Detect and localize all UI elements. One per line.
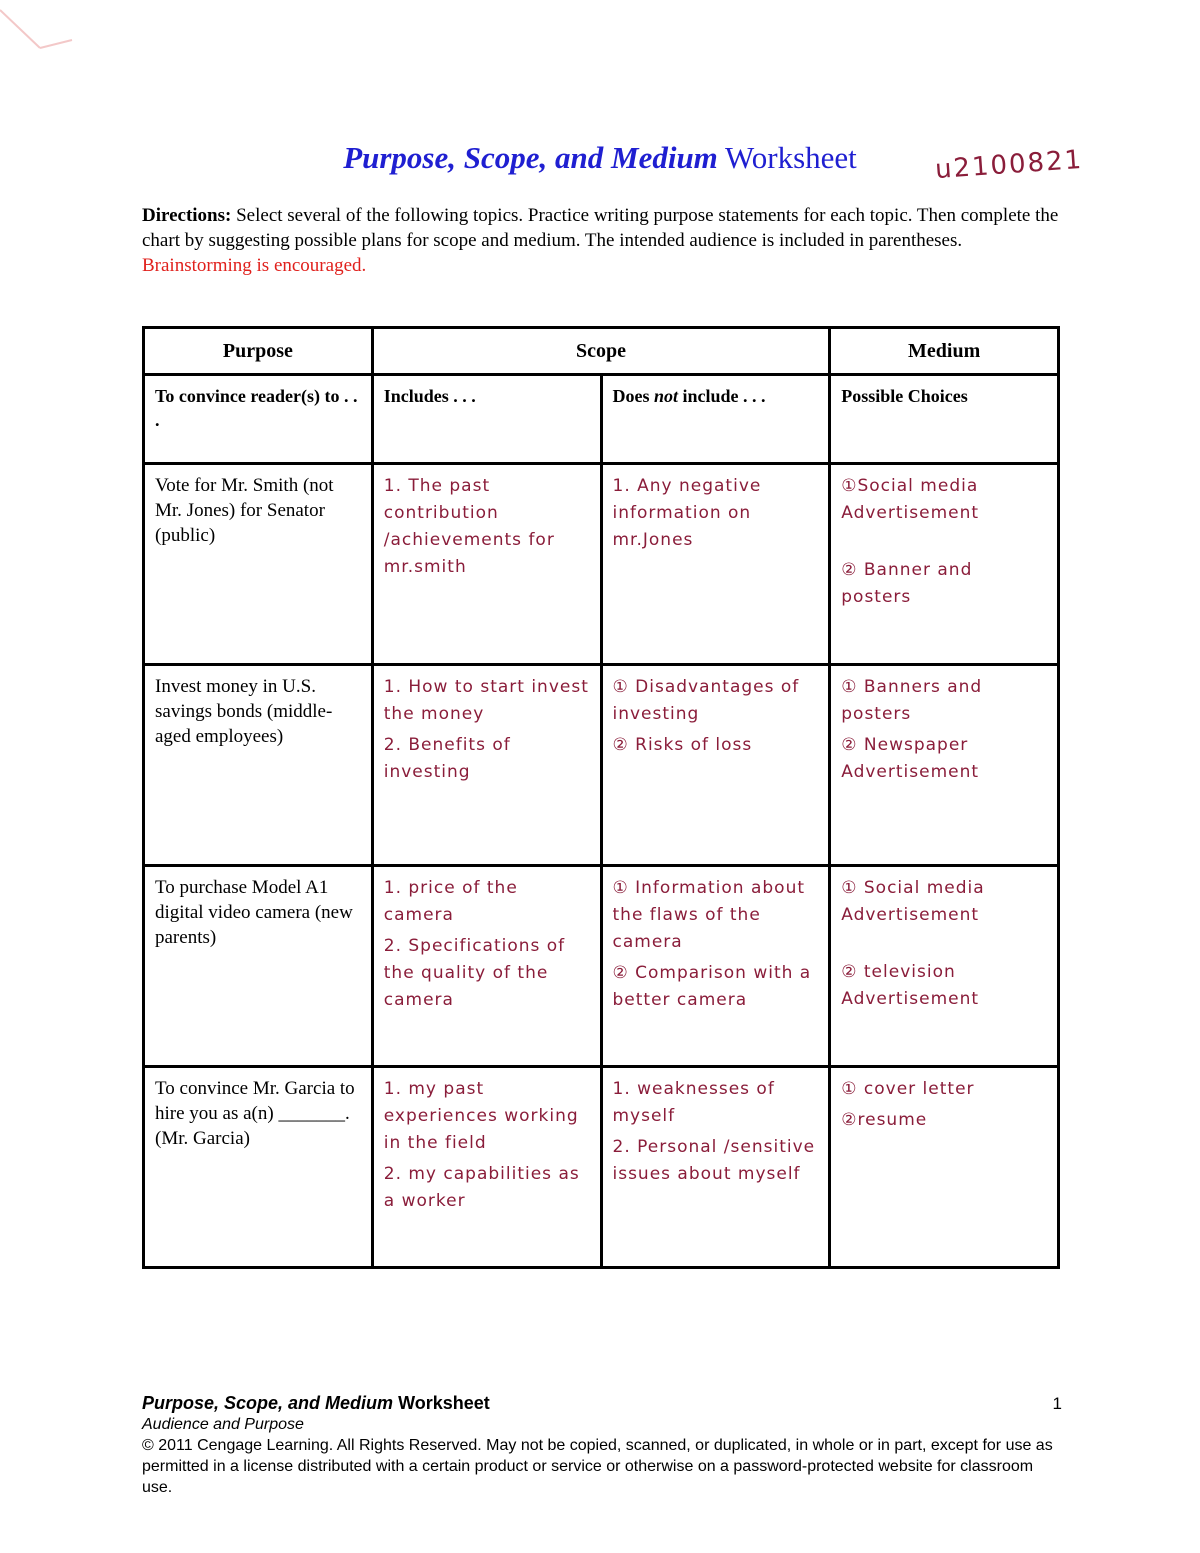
excludes-cell <box>601 665 830 866</box>
includes-cell <box>372 1067 601 1268</box>
handwritten-note: ① Social media Advertisement <box>841 878 985 925</box>
handwritten-note: ① Information about the flaws of the camera <box>612 878 806 952</box>
handwritten-note: 1. How to start invest the money <box>383 677 589 724</box>
title-plain: Worksheet <box>725 140 857 175</box>
handwritten-note: ①Social media Advertisement <box>841 476 980 523</box>
includes-cell <box>372 866 601 1067</box>
footer-copyright: © 2011 Cengage Learning. All Rights Reserved. May not be copied, scanned, or duplicated, in whole or in part, except for use as permitted in a license distributed with a certain product or service or otherwise on a password-protected website for classroom use. <box>142 1437 1053 1496</box>
handwritten-note: ① Disadvantages of investing <box>612 677 800 724</box>
medium-cell <box>830 866 1059 1067</box>
subheader-includes: Includes . . . <box>372 375 601 464</box>
footer-subtitle: Audience and Purpose <box>142 1416 304 1433</box>
handwritten-note: 1. The past contribution /achievements for mr.smith <box>383 476 555 577</box>
handwritten-note: ②resume <box>841 1110 928 1130</box>
medium-cell <box>830 464 1059 665</box>
directions <box>142 203 1072 278</box>
handwritten-note: ② Banner and posters <box>841 560 973 607</box>
handwritten-note: ② television Advertisement <box>841 962 980 1009</box>
purpose-cell: To convince Mr. Garcia to hire you as a(n) _______. (Mr. Garcia) <box>144 1067 373 1268</box>
excludes-cell <box>601 866 830 1067</box>
purpose-cell: Vote for Mr. Smith (not Mr. Jones) for Senator (public) <box>144 464 373 665</box>
subheader-medium: Possible Choices <box>830 375 1059 464</box>
handwritten-note: ② Comparison with a better camera <box>612 963 812 1010</box>
handwritten-note: ② Risks of loss <box>612 735 753 755</box>
handwritten-note: ② Newspaper Advertisement <box>841 735 980 782</box>
includes-cell <box>372 464 601 665</box>
handwritten-note: 1. my past experiences working in the field <box>383 1079 579 1153</box>
page-footer <box>142 1393 1062 1498</box>
table-row <box>144 464 1059 665</box>
medium-cell <box>830 1067 1059 1268</box>
subheader-excludes-prefix: Does <box>612 386 654 406</box>
excludes-cell <box>601 464 830 665</box>
handwritten-note: 1. Any negative information on mr.Jones <box>612 476 762 550</box>
medium-cell <box>830 665 1059 866</box>
handwritten-note: ① Banners and posters <box>841 677 983 724</box>
header-purpose: Purpose <box>144 328 373 375</box>
table-row <box>144 665 1059 866</box>
table-row <box>144 1067 1059 1268</box>
table-row <box>144 866 1059 1067</box>
handwritten-note: 1. weaknesses of myself <box>612 1079 775 1126</box>
footer-title-italic: Purpose, Scope, and Medium <box>142 1393 394 1413</box>
purpose-cell: Invest money in U.S. savings bonds (middle-aged employees) <box>144 665 373 866</box>
excludes-cell <box>601 1067 830 1268</box>
footer-title-plain: Worksheet <box>398 1393 490 1413</box>
handwritten-note: ① cover letter <box>841 1079 975 1099</box>
includes-cell <box>372 665 601 866</box>
directions-note: Brainstorming is encouraged. <box>142 255 367 276</box>
directions-label: Directions: <box>142 205 232 226</box>
corner-pen-mark <box>0 0 80 80</box>
header-scope: Scope <box>372 328 830 375</box>
subheader-excludes-not: not <box>654 386 679 406</box>
purpose-cell: To purchase Model A1 digital video camera (new parents) <box>144 866 373 1067</box>
title-italic: Purpose, Scope, and Medium <box>343 140 718 175</box>
subheader-excludes-suffix: include . . . <box>678 386 766 406</box>
student-id-handwritten: u2100821 <box>934 144 1085 186</box>
page-number: 1 <box>1052 1394 1062 1413</box>
header-row <box>144 328 1059 375</box>
subheader-excludes <box>601 375 830 464</box>
subheader-purpose: To convince reader(s) to . . . <box>144 375 373 464</box>
footer-title <box>142 1393 1062 1414</box>
handwritten-note: 1. price of the camera <box>383 878 518 925</box>
handwritten-note: 2. Specifications of the quality of the camera <box>383 936 566 1010</box>
handwritten-note: 2. my capabilities as a worker <box>383 1164 580 1211</box>
worksheet-chart <box>142 326 1060 1269</box>
directions-text: Select several of the following topics. Practice writing purpose statements for each topic. Then complete the chart by suggesting possible plans for scope and medium. The intended audience is included in parentheses. <box>142 205 1059 251</box>
handwritten-note: 2. Personal /sensitive issues about myself <box>612 1137 816 1184</box>
subheader-row <box>144 375 1059 464</box>
handwritten-note: 2. Benefits of investing <box>383 735 511 782</box>
header-medium: Medium <box>830 328 1059 375</box>
